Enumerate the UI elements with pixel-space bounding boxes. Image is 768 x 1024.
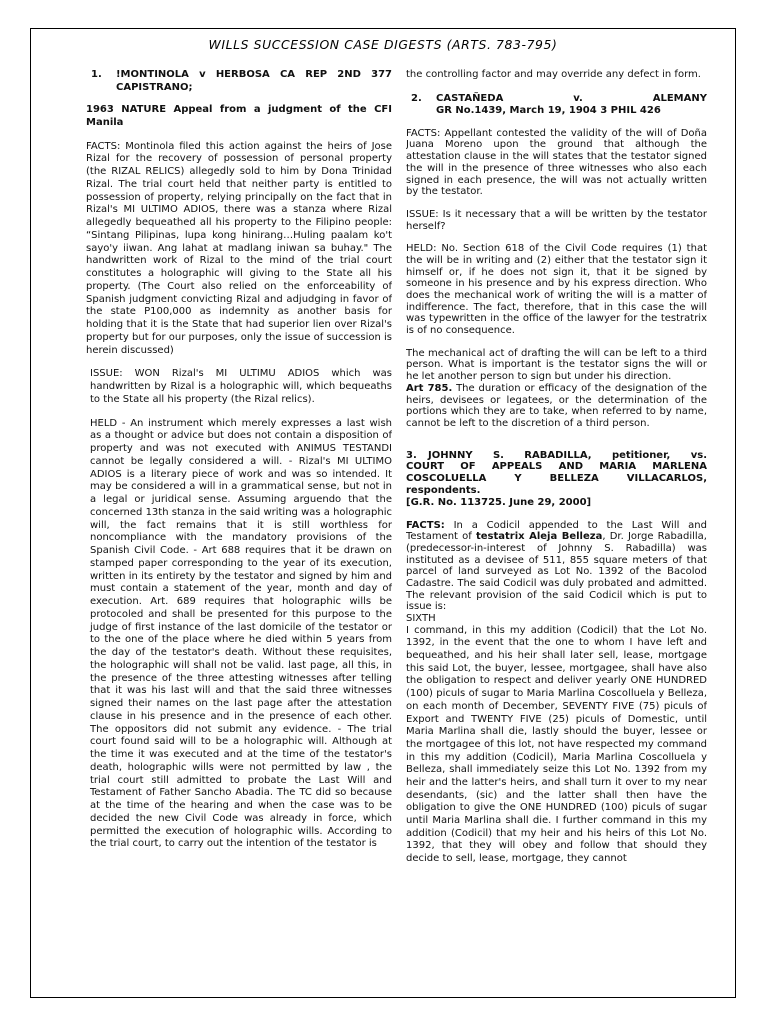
- case-3-facts: [406, 520, 707, 614]
- case-2-mechanical-act: The mechanical act of drafting the will can be left to a third person. What is important is the testator signs the will or he let another person to sign but under his direction.: [406, 347, 707, 383]
- document-title: WILLS SUCCESSION CASE DIGESTS (ARTS. 783-795): [208, 37, 558, 52]
- case-2-citation: GR No.1439, March 19, 1904 3 PHIL 426: [436, 105, 661, 117]
- case-2-party-a: CASTAÑEDA: [436, 92, 504, 104]
- case-1-issue: ISSUE: WON Rizal's MI ULTIMU ADIOS which was handwritten by Rizal is a holographic will, which bequeaths to the State all his property (the Rizal relics).: [90, 368, 392, 405]
- case-2-versus: v.: [573, 92, 583, 104]
- case-1-heading: [86, 69, 392, 94]
- case-2-article-785: [406, 383, 707, 430]
- case-2-parties: [436, 93, 707, 106]
- case-1-nature: 1963 NATURE Appeal from a judgment of the CFI Manila: [86, 104, 392, 128]
- case-1-held-continued: the controlling factor and may override any defect in form.: [406, 69, 701, 80]
- article-label: Art 785.: [406, 382, 453, 394]
- case-2-held: HELD: No. Section 618 of the Civil Code requires (1) that the will be in writing and (2) either that the testator sign it himself or, if he does not sign it, that it be signed by someone in his presence and by his express direction. Who does the mechanical work of writing the will is a matter of indifference. The fact, therefore, that in this case the will was typewritten in the office of the lawyer for the testratrix is of no consequence.: [406, 243, 707, 337]
- case-1-title: !MONTINOLA v HERBOSA CA REP 2ND 377 CAPISTRANO;: [116, 69, 392, 93]
- case-3-heading: [406, 450, 707, 509]
- case-3-codicil: I command, in this my addition (Codicil) that the Lot No. 1392, in the event that the one to whom I have left and bequeathed, and his heir shall later sell, lease, mortgage this said Lot, the buyer, lessee, mortgagee, shall have also the obligation to respect and deliver yearly ONE HUNDRED (100) piculs of sugar to Maria Marlina Coscolluela y Belleza, on each month of December, SEVENTY FIVE (75) piculs of Export and TWENTY FIVE (25) piculs of Domestic, until Maria Marlina shall die, lastly should the buyer, lessee or the mortgagee of this lot, not have respected my command in this my addition (Codicil), Maria Marlina Coscolluela y Belleza, shall immediately seize this Lot No. 1392 from my heir and the latter's heirs, and shall turn it over to my near desendants, (sic) and the latter shall then have the obligation to give the ONE HUNDRED (100) piculs of sugar until Maria Marlina shall die. I further command in this my addition (Codicil) that my heir and his heirs of this Lot No. 1392, that they will obey and follow that should they decide to sell, lease, mortgage, they cannot: [406, 624, 707, 865]
- facts-post: , Dr. Jorge Rabadilla, (predecessor-in-interest of Johnny S. Rabadilla) was instituted as a devisee of 511, 855 square meters of that parcel of land surveyed as Lot No. 1392 of the Bacolod Cadastre. The said Codicil was duly probated and admitted. The relevant provision of the said Codicil which is put to issue is:: [406, 531, 707, 613]
- left-column: [86, 69, 392, 987]
- case-2-heading: [406, 93, 707, 118]
- case-3-sixth: SIXTH: [406, 613, 436, 625]
- facts-pre: In a Codicil appended to the Last Will and Testament of: [406, 519, 707, 543]
- case-2-facts: FACTS: Appellant contested the validity of the will of Doña Juana Moreno upon the ground that although the attestation clause in the will states that the testator signed the will in the presence of three witnesses who also each signed in each presence, the will was not actually written by the testator.: [406, 127, 707, 198]
- facts-label: FACTS:: [406, 519, 445, 531]
- testatrix-name: testatrix Aleja Belleza: [475, 531, 603, 543]
- article-text: The duration or efficacy of the designation of the heirs, devisees or legatees, or the determination of the portions which they are to take, when referred to by name, cannot be left to the discretion of a third person.: [406, 382, 707, 429]
- case-1-number: 1.: [91, 69, 102, 80]
- case-2-party-b: ALEMANY: [652, 92, 707, 104]
- document-page: [30, 28, 736, 998]
- case-2-number: 2.: [411, 92, 422, 104]
- case-2-issue: ISSUE: Is it necessary that a will be written by the testator herself?: [406, 208, 707, 232]
- right-column: [406, 69, 707, 987]
- case-3-title-line-2: COURT OF APPEALS AND MARIA MARLENA COSCOLUELLA Y BELLEZA VILLACARLOS, respondents.: [406, 461, 707, 496]
- case-3-citation: [G.R. No. 113725. June 29, 2000]: [406, 496, 592, 508]
- case-3-number: 3.: [406, 449, 417, 461]
- case-1-held: HELD - An instrument which merely expresses a last wish as a thought or advice but does not contain a disposition of property and was not executed with ANIMUS TESTANDI cannot be legally considered a will. - Rizal's MI ULTIMO ADIOS is a literary piece of work and was so intended. It may be considered a will in a grammatical sense, but not in a legal or juridical sense. Assuming arguendo that the concerned 13th stanza in the said writing was a holographic will, the fact remains that it is still worthless for noncompliance with the mandatory provisions of the Spanish Civil Code. - Art 688 requires that it be drawn on stamped paper corresponding to the year of its execution, written in its entirety by the testator and signed by him and must contain a statement of the year, month and day of execution. Art. 689 requires that holographic wills be protocoled and shall be presented for this purpose to the judge of first instance of the last domicile of the testator or to the one of the place where he died within 5 years from the day of the testator's death. Without these requisites, the holographic will shall not be valid. last page, all this, in the presence of the three attesting witnesses after telling that it was his last will and that the said three witnesses signed their names on the last page after the attestation clause in his presence and in the presence of each other. The oppositors did not submit any evidence. - The trial court found said will to be a holographic will. Although at the time it was executed and at the time of the testator's death, holographic wills were not permitted by law , the trial court still admitted to probate the Last Will and Testament of Father Sancho Abadia. The TC did so because at the time of the hearing and when the case was to be decided the new Civil Code was already in force, which permitted the execution of holographic wills. According to the trial court, to carry out the intention of the testator is: [90, 417, 392, 850]
- case-3-title-line-1: JOHNNY S. RABADILLA, petitioner, vs.: [428, 449, 707, 461]
- case-1-facts: FACTS: Montinola filed this action against the heirs of Jose Rizal for the recovery of possession of personal property (the RIZAL RELICS) allegedly sold to him by Dona Trinidad Rizal. The trial court held that neither party is entitled to possession of property, relying principally on the fact that in Rizal's MI ULTIMO ADIOS, there was a stanza where Rizal allegedly bequeathed all his property to the Filipino people: “Sintang Pilipinas, lupa kong hinirang…Huling paalam ko't sayo'y iiwan. Ang lahat at madlang iniwan sa buhay." The handwritten work of Rizal to the mind of the trial court constitutes a holographic will giving to the State all his property. (The Court also relied on the enforceability of Spanish judgment convicting Rizal and adjudging in favor of the state P100,000 as indemnity as another basis for holding that it is the State that had superior lien over Rizal's property but for our purposes, only the issue of succession is herein discussed): [86, 140, 392, 356]
